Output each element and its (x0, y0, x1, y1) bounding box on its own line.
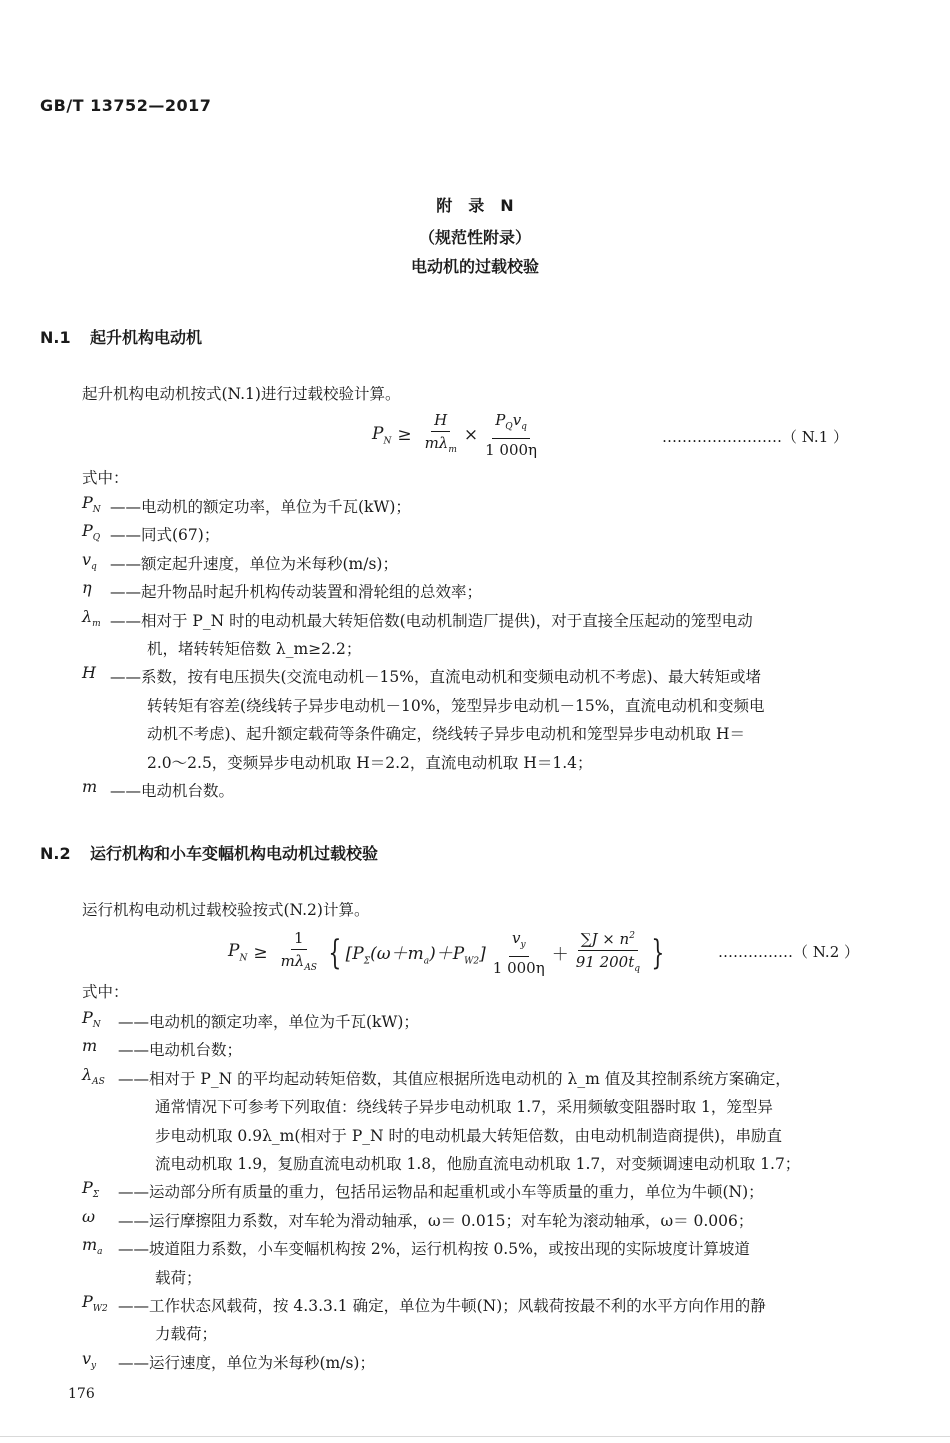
definition-text (118, 1008, 419, 1036)
appendix-subject: 电动机的过载校验 (410, 257, 539, 276)
formula-n2 (228, 926, 669, 979)
definition-symbol: $\lambda_m$ (82, 606, 101, 629)
appendix-type: （规范性附录） (418, 228, 531, 247)
formula-term: $[P_\Sigma(\omega+m_a)+P_{W2}]$ (345, 943, 486, 967)
section-number: N.2 (40, 844, 71, 863)
definition-symbol: $P_\Sigma$ (82, 1178, 100, 1201)
definition-dash: —— (118, 1353, 149, 1372)
definition-text (118, 1036, 242, 1064)
definition-text (118, 1235, 750, 1292)
definition-text (110, 607, 753, 664)
definition-line: 坡道阻力系数，小车变幅机构按 2%，运行机构按 0.5%，或按出现的实际坡度计算坡道 (149, 1240, 750, 1259)
definition-text (110, 521, 219, 549)
section-intro: 起升机构电动机按式(N.1)进行过载校验计算。 (82, 385, 401, 403)
definition-symbol: $P_Q$ (82, 521, 101, 544)
definition-line: 工作状态风载荷，按 4.3.3.1 确定，单位为牛顿(N)；风载荷按最不利的水平方向作用的静 (149, 1297, 766, 1315)
definition-line: 转转矩有容差(绕线转子异步电动机－10%，笼型异步电动机－15%，直流电动机和变频电 (147, 696, 765, 715)
formula-lhs: $P_N$ (228, 941, 248, 964)
definition-line: 通常情况下可参考下列取值：绕线转子异步电动机取 1.7，采用频敏变阻器时取 1，笼型异 (155, 1098, 773, 1117)
definition-symbol: $\lambda_{AS}$ (82, 1064, 105, 1087)
definition-text (110, 493, 411, 521)
definition-item (82, 1065, 882, 1179)
equation-label-n2: ……………（ N.2 ） (718, 943, 860, 961)
section-title: 运行机构和小车变幅机构电动机过载校验 (90, 844, 379, 863)
page-number: 176 (68, 1386, 95, 1402)
definition-symbol: ω (82, 1206, 96, 1226)
formula-fraction: $\frac{v_y}{1 000\eta}$ (492, 928, 545, 977)
formula-operator: ≥ (397, 425, 412, 445)
definition-line: 动机不考虑)、起升额定载荷等条件确定，绕线转子异步电动机和笼型异步电动机取 H＝ (147, 725, 745, 744)
definition-line: 步电动机取 0.9λ_m(相对于 P_N 时的电动机最大转矩倍数，由电动机制造商提供)，串励直 (155, 1126, 783, 1145)
definition-item (82, 521, 882, 549)
definition-line: 电动机的额定功率，单位为千瓦(kW)； (149, 1013, 419, 1031)
definition-dash: —— (110, 554, 141, 573)
definition-dash: —— (118, 1069, 149, 1088)
definition-text (110, 777, 234, 805)
definition-text (110, 663, 764, 777)
definition-line: 电动机的额定功率，单位为千瓦(kW)； (141, 498, 411, 516)
formula-fraction: $\frac{H}{m\lambda_m}$ (424, 411, 457, 455)
definition-dash: —— (118, 1041, 149, 1060)
definition-text (118, 1065, 800, 1179)
definition-dash: —— (110, 782, 141, 800)
definition-symbol: $P_N$ (82, 1008, 101, 1031)
definition-line: 电动机台数。 (141, 782, 235, 800)
definition-symbol: η (82, 578, 92, 598)
definition-item (82, 1349, 882, 1377)
definition-text (118, 1207, 753, 1235)
definition-text (110, 578, 482, 606)
definition-dash: —— (118, 1297, 149, 1315)
definition-item (82, 607, 882, 664)
formula-fraction: $\frac{1}{m\lambda_{AS}}$ (280, 928, 317, 973)
definition-dash: —— (118, 1013, 149, 1031)
formula-brace: { (328, 932, 342, 973)
definition-item (82, 1292, 882, 1349)
document-id: GB/T 13752—2017 (40, 96, 212, 115)
equation-label-n1: ……………………（ N.1 ） (662, 428, 849, 446)
definition-line: 载荷； (155, 1268, 202, 1287)
definition-line: 2.0～2.5，变频异步电动机取 H＝2.2，直流电动机取 H＝1.4； (147, 753, 593, 772)
formula-brace: } (651, 932, 665, 973)
definition-text (118, 1178, 764, 1206)
definition-item (82, 1178, 882, 1206)
definition-item (82, 578, 882, 606)
definition-line: 运行速度，单位为米每秒(m/s)； (149, 1353, 375, 1372)
definition-symbol: $P_{W2}$ (82, 1292, 108, 1315)
definition-item (82, 663, 882, 777)
definition-item (82, 777, 882, 805)
formula-operator: ≥ (253, 942, 268, 963)
section-intro: 运行机构电动机过载校验按式(N.2)计算。 (82, 901, 370, 919)
definition-dash: —— (118, 1211, 149, 1230)
definition-line: 额定起升速度，单位为米每秒(m/s)； (141, 554, 398, 573)
section-title: 起升机构电动机 (90, 328, 203, 347)
definition-text (110, 550, 398, 578)
definition-dash: —— (110, 526, 141, 545)
definition-item (82, 550, 882, 578)
definition-symbol: m (82, 777, 98, 796)
definition-symbol: H (82, 663, 96, 683)
formula-n1 (372, 410, 544, 460)
definition-line: 同式(67)； (141, 526, 220, 545)
definition-symbol: m (82, 1036, 98, 1056)
formula-fraction: $\frac{P_Qv_q}{1 000\eta}$ (485, 411, 538, 459)
definition-symbol: $v_q$ (82, 549, 97, 572)
definition-line: 机，堵转转矩倍数 λ_m≥2.2； (147, 639, 362, 658)
definition-line: 流电动机取 1.9，复励直流电动机取 1.8，他励直流电动机取 1.7，对变频调速电动机取 1.7； (155, 1154, 801, 1173)
definition-line: 运行摩擦阻力系数，对车轮为滑动轴承，ω＝ 0.015；对车轮为滚动轴承，ω＝ 0.006； (149, 1211, 754, 1230)
appendix-title: 附 录 N (436, 196, 514, 215)
definition-line: 电动机台数； (149, 1041, 243, 1060)
definition-item (82, 1235, 882, 1292)
definition-dash: —— (118, 1240, 149, 1259)
definition-dash: —— (118, 1183, 149, 1202)
page-edge (0, 1436, 950, 1437)
definition-symbol: $P_N$ (82, 493, 101, 516)
definition-dash: —— (110, 498, 141, 516)
where-label: 式中： (82, 983, 129, 1001)
definition-item (82, 1207, 882, 1235)
section-heading-n1 (40, 325, 202, 348)
formula-times: × (463, 425, 479, 445)
definition-item (82, 1036, 882, 1064)
where-label: 式中： (82, 469, 129, 487)
formula-plus: ＋ (551, 945, 569, 965)
definition-item (82, 493, 882, 521)
section-heading-n2 (40, 841, 378, 864)
definition-line: 相对于 P_N 的平均起动转矩倍数，其值应根据所选电动机的 λ_m 值及其控制系统方案确定， (149, 1069, 791, 1088)
definition-line: 相对于 P_N 时的电动机最大转矩倍数(电动机制造厂提供)，对于直接全压起动的笼型电动 (141, 611, 753, 630)
formula-fraction: $\frac{\sum J \times n^2}{91 200t_q}$ (573, 926, 643, 979)
definition-dash: —— (110, 583, 141, 602)
definition-dash: —— (110, 668, 141, 687)
definition-item (82, 1008, 882, 1036)
definition-symbol: $m_a$ (82, 1235, 103, 1258)
section-number: N.1 (40, 328, 71, 347)
definition-line: 系数，按有电压损失(交流电动机－15%，直流电动机和变频电动机不考虑)、最大转矩或堵 (141, 668, 762, 687)
definition-line: 力载荷； (155, 1325, 218, 1344)
definition-text (118, 1292, 766, 1349)
definition-symbol: $v_y$ (82, 1348, 97, 1371)
definition-dash: —— (110, 611, 141, 630)
definition-text (118, 1349, 375, 1377)
definition-line: 运动部分所有质量的重力，包括吊运物品和起重机或小车等质量的重力，单位为牛顿(N)； (149, 1183, 764, 1202)
definition-line: 起升物品时起升机构传动装置和滑轮组的总效率； (141, 583, 483, 602)
formula-lhs: $P_N$ (372, 423, 392, 447)
